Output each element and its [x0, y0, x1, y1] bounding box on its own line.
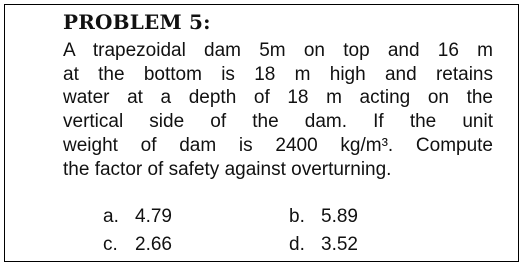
choice-value: 4.79	[135, 206, 172, 227]
choice-a	[103, 205, 172, 228]
choice-value: 5.89	[321, 206, 358, 227]
statement-line: weight of dam is 2400 kg/m³. Compute	[63, 134, 493, 156]
problem-title: PROBLEM 5:	[63, 10, 211, 34]
choice-letter: d.	[289, 234, 305, 255]
choice-d	[289, 233, 358, 256]
choice-value: 3.52	[321, 234, 358, 255]
choice-b	[289, 205, 358, 228]
statement-line: vertical side of the dam. If the unit	[63, 111, 493, 133]
choice-value: 2.66	[135, 234, 172, 255]
choice-c	[103, 233, 172, 256]
statement-line: at the bottom is 18 m high and retains	[63, 63, 493, 85]
choice-letter: a.	[103, 206, 119, 227]
choice-letter: c.	[103, 234, 118, 255]
statement-line: water at a depth of 18 m acting on the	[63, 87, 493, 109]
choice-letter: b.	[289, 206, 305, 227]
problem-statement	[63, 39, 493, 181]
statement-line: the factor of safety against overturning.	[63, 158, 392, 180]
statement-line: A trapezoidal dam 5m on top and 16 m	[63, 40, 493, 61]
